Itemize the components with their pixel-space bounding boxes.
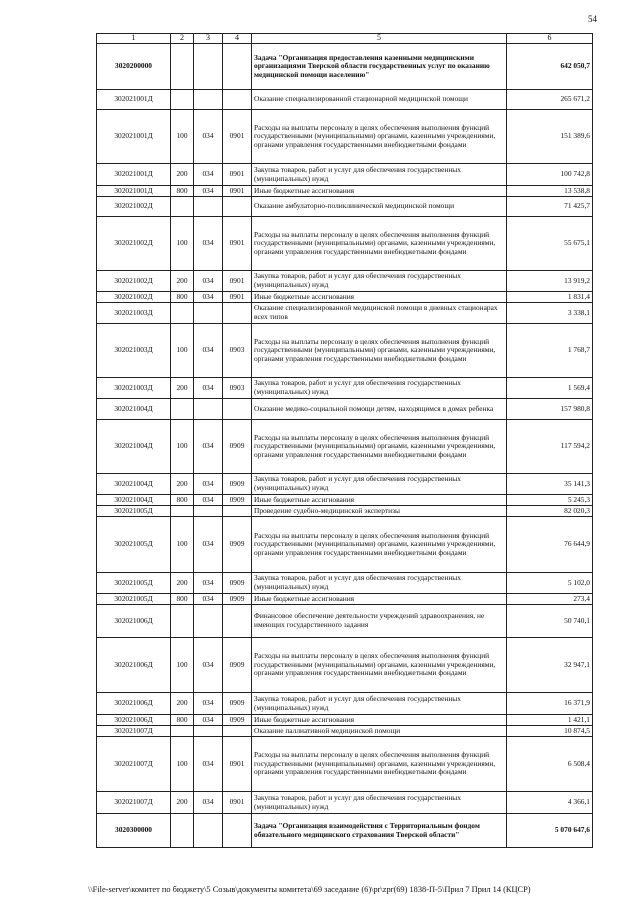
code-cell: 3020200000 (97, 44, 171, 90)
name-cell: Расходы на выплаты персоналу в целях обеспечения выполнения функций государственными (муниципальными) органами, казенными учреждениями, органами управления государственными внебюджетными фондами (252, 517, 507, 573)
department-cell (194, 90, 223, 110)
section-cell: 0909 (223, 495, 252, 506)
amount-cell: 6 508,4 (507, 737, 593, 792)
expense-type-cell: 200 (171, 378, 194, 399)
table-row (97, 110, 593, 164)
amount-cell: 273,4 (507, 594, 593, 605)
amount-cell: 82 020,3 (507, 506, 593, 517)
expense-type-cell: 100 (171, 110, 194, 164)
department-cell (194, 44, 223, 90)
header-col-4: 4 (223, 34, 252, 44)
section-cell: 0909 (223, 474, 252, 495)
expense-type-cell: 200 (171, 474, 194, 495)
code-cell: 302021003Д (97, 378, 171, 399)
amount-cell: 71 425,7 (507, 197, 593, 217)
amount-cell: 32 947,1 (507, 638, 593, 693)
amount-cell: 50 740,1 (507, 605, 593, 638)
section-cell: 0901 (223, 792, 252, 814)
header-col-6: 6 (507, 34, 593, 44)
code-cell: 302021005Д (97, 573, 171, 594)
amount-cell: 265 671,2 (507, 90, 593, 110)
section-cell: 0909 (223, 420, 252, 474)
table-row (97, 495, 593, 506)
table-row (97, 506, 593, 517)
expense-type-cell: 100 (171, 420, 194, 474)
table-header-row (97, 34, 593, 44)
code-cell: 302021002Д (97, 197, 171, 217)
expense-type-cell: 800 (171, 292, 194, 303)
code-cell: 302021005Д (97, 517, 171, 573)
amount-cell: 13 919,2 (507, 271, 593, 292)
department-cell: 034 (194, 164, 223, 186)
amount-cell: 157 980,8 (507, 399, 593, 420)
amount-cell: 642 050,7 (507, 44, 593, 90)
code-cell: 302021006Д (97, 638, 171, 693)
name-cell: Закупка товаров, работ и услуг для обеспечения государственных (муниципальных) нужд (252, 693, 507, 715)
name-cell: Финансовое обеспечение деятельности учреждений здравоохранения, не имеющих государственного задания (252, 605, 507, 638)
table-row (97, 324, 593, 378)
table-row (97, 420, 593, 474)
amount-cell: 1 421,1 (507, 715, 593, 726)
department-cell (194, 303, 223, 324)
amount-cell: 151 389,6 (507, 110, 593, 164)
code-cell: 302021005Д (97, 594, 171, 605)
section-cell: 0901 (223, 217, 252, 271)
amount-cell: 5 245,3 (507, 495, 593, 506)
table-row (97, 90, 593, 110)
amount-cell: 16 371,9 (507, 693, 593, 715)
department-cell (194, 726, 223, 737)
table-row (97, 164, 593, 186)
code-cell: 302021007Д (97, 792, 171, 814)
name-cell: Расходы на выплаты персоналу в целях обеспечения выполнения функций государственными (муниципальными) органами, казенными учреждениями, органами управления государственными внебюджетными фондами (252, 110, 507, 164)
department-cell (194, 814, 223, 848)
code-cell: 3020300000 (97, 814, 171, 848)
section-cell: 0901 (223, 186, 252, 197)
section-cell (223, 726, 252, 737)
table-row (97, 292, 593, 303)
section-cell: 0901 (223, 292, 252, 303)
name-cell: Закупка товаров, работ и услуг для обеспечения государственных (муниципальных) нужд (252, 573, 507, 594)
code-cell: 302021002Д (97, 271, 171, 292)
code-cell: 302021003Д (97, 324, 171, 378)
table-row (97, 399, 593, 420)
name-cell: Закупка товаров, работ и услуг для обеспечения государственных (муниципальных) нужд (252, 792, 507, 814)
table-row (97, 186, 593, 197)
table-row (97, 638, 593, 693)
table-row (97, 197, 593, 217)
name-cell: Оказание специализированной стационарной медицинской помощи (252, 90, 507, 110)
department-cell: 034 (194, 186, 223, 197)
amount-cell: 1 831,4 (507, 292, 593, 303)
page-number: 54 (588, 14, 597, 24)
header-col-1: 1 (97, 34, 171, 44)
section-cell (223, 605, 252, 638)
header-col-3: 3 (194, 34, 223, 44)
section-cell: 0901 (223, 737, 252, 792)
expense-type-cell: 200 (171, 693, 194, 715)
table-row (97, 303, 593, 324)
task-row (97, 814, 593, 848)
code-cell: 302021004Д (97, 495, 171, 506)
department-cell (194, 399, 223, 420)
name-cell: Расходы на выплаты персоналу в целях обеспечения выполнения функций государственными (муниципальными) органами, казенными учреждениями, органами управления государственными внебюджетными фондами (252, 737, 507, 792)
department-cell: 034 (194, 715, 223, 726)
amount-cell: 4 366,1 (507, 792, 593, 814)
table-row (97, 474, 593, 495)
section-cell (223, 90, 252, 110)
department-cell (194, 197, 223, 217)
department-cell: 034 (194, 693, 223, 715)
expense-type-cell: 800 (171, 186, 194, 197)
expense-type-cell (171, 90, 194, 110)
section-cell: 0909 (223, 517, 252, 573)
name-cell: Иные бюджетные ассигнования (252, 292, 507, 303)
table-row (97, 217, 593, 271)
name-cell: Расходы на выплаты персоналу в целях обеспечения выполнения функций государственными (муниципальными) органами, казенными учреждениями, органами управления государственными внебюджетными фондами (252, 420, 507, 474)
expense-type-cell: 800 (171, 715, 194, 726)
name-cell: Иные бюджетные ассигнования (252, 594, 507, 605)
department-cell: 034 (194, 737, 223, 792)
department-cell: 034 (194, 324, 223, 378)
amount-cell: 1 569,4 (507, 378, 593, 399)
department-cell: 034 (194, 110, 223, 164)
name-cell: Оказание специализированной медицинской помощи в дневных стационарах всех типов (252, 303, 507, 324)
code-cell: 302021007Д (97, 737, 171, 792)
table-row (97, 792, 593, 814)
code-cell: 302021001Д (97, 186, 171, 197)
table-row (97, 715, 593, 726)
name-cell: Закупка товаров, работ и услуг для обеспечения государственных (муниципальных) нужд (252, 164, 507, 186)
name-cell: Задача "Организация взаимодействия с Территориальным фондом обязательного медицинского страхования Тверской области" (252, 814, 507, 848)
section-cell: 0901 (223, 164, 252, 186)
name-cell: Расходы на выплаты персоналу в целях обеспечения выполнения функций государственными (муниципальными) органами, казенными учреждениями, органами управления государственными внебюджетными фондами (252, 324, 507, 378)
expense-type-cell: 800 (171, 495, 194, 506)
code-cell: 302021004Д (97, 474, 171, 495)
name-cell: Закупка товаров, работ и услуг для обеспечения государственных (муниципальных) нужд (252, 378, 507, 399)
expense-type-cell (171, 303, 194, 324)
amount-cell: 13 538,8 (507, 186, 593, 197)
expense-type-cell: 200 (171, 792, 194, 814)
table-row (97, 271, 593, 292)
name-cell: Задача "Организация предоставления казенными медицинскими организациями Тверской области государственных услуг по оказанию медицинской помощи населению" (252, 44, 507, 90)
expense-type-cell (171, 399, 194, 420)
name-cell: Иные бюджетные ассигнования (252, 186, 507, 197)
table-row (97, 605, 593, 638)
code-cell: 302021005Д (97, 506, 171, 517)
name-cell: Иные бюджетные ассигнования (252, 495, 507, 506)
amount-cell: 100 742,8 (507, 164, 593, 186)
header-col-2: 2 (171, 34, 194, 44)
amount-cell: 35 141,3 (507, 474, 593, 495)
code-cell: 302021003Д (97, 303, 171, 324)
department-cell: 034 (194, 292, 223, 303)
table-row (97, 378, 593, 399)
department-cell: 034 (194, 638, 223, 693)
amount-cell: 10 874,5 (507, 726, 593, 737)
table-row (97, 573, 593, 594)
code-cell: 302021001Д (97, 164, 171, 186)
expense-type-cell (171, 814, 194, 848)
section-cell (223, 814, 252, 848)
code-cell: 302021002Д (97, 292, 171, 303)
department-cell: 034 (194, 420, 223, 474)
code-cell: 302021002Д (97, 217, 171, 271)
department-cell (194, 506, 223, 517)
amount-cell: 3 338,1 (507, 303, 593, 324)
expense-type-cell: 100 (171, 217, 194, 271)
expense-type-cell: 200 (171, 271, 194, 292)
expense-type-cell (171, 605, 194, 638)
code-cell: 302021007Д (97, 726, 171, 737)
expense-type-cell (171, 506, 194, 517)
section-cell: 0909 (223, 638, 252, 693)
department-cell: 034 (194, 517, 223, 573)
section-cell: 0909 (223, 715, 252, 726)
amount-cell: 76 644,9 (507, 517, 593, 573)
amount-cell: 5 070 647,6 (507, 814, 593, 848)
amount-cell: 117 594,2 (507, 420, 593, 474)
code-cell: 302021004Д (97, 420, 171, 474)
name-cell: Закупка товаров, работ и услуг для обеспечения государственных (муниципальных) нужд (252, 271, 507, 292)
code-cell: 302021001Д (97, 90, 171, 110)
amount-cell: 55 675,1 (507, 217, 593, 271)
expense-type-cell (171, 726, 194, 737)
department-cell: 034 (194, 792, 223, 814)
code-cell: 302021006Д (97, 605, 171, 638)
expense-type-cell: 100 (171, 517, 194, 573)
expense-type-cell: 200 (171, 573, 194, 594)
expense-type-cell (171, 44, 194, 90)
table-row (97, 517, 593, 573)
code-cell: 302021006Д (97, 715, 171, 726)
table-row (97, 594, 593, 605)
expense-type-cell: 100 (171, 638, 194, 693)
section-cell: 0903 (223, 378, 252, 399)
task-row (97, 44, 593, 90)
department-cell: 034 (194, 474, 223, 495)
file-path-footer: \\File-server\комитет по бюджету\5 Созыв\документы комитета\69 заседание (6)\pr\zpr(69) 1838-П-5\Прил 7 Прил 14 (КЦСР) (88, 885, 531, 894)
section-cell: 0909 (223, 693, 252, 715)
department-cell (194, 605, 223, 638)
table-row (97, 726, 593, 737)
amount-cell: 1 768,7 (507, 324, 593, 378)
amount-cell: 5 102,0 (507, 573, 593, 594)
expense-type-cell: 200 (171, 164, 194, 186)
department-cell: 034 (194, 271, 223, 292)
section-cell (223, 44, 252, 90)
expense-type-cell (171, 197, 194, 217)
table-body (97, 44, 593, 848)
section-cell (223, 399, 252, 420)
department-cell: 034 (194, 495, 223, 506)
name-cell: Оказание медико-социальной помощи детям, находящимся в домах ребенка (252, 399, 507, 420)
department-cell: 034 (194, 573, 223, 594)
section-cell: 0909 (223, 594, 252, 605)
name-cell: Проведение судебно-медицинской экспертизы (252, 506, 507, 517)
name-cell: Оказание амбулаторно-поликлинической медицинской помощи (252, 197, 507, 217)
department-cell: 034 (194, 217, 223, 271)
table-row (97, 693, 593, 715)
header-col-5: 5 (252, 34, 507, 44)
section-cell: 0901 (223, 110, 252, 164)
budget-table (96, 33, 593, 848)
code-cell: 302021004Д (97, 399, 171, 420)
expense-type-cell: 800 (171, 594, 194, 605)
table-row (97, 737, 593, 792)
expense-type-cell: 100 (171, 737, 194, 792)
name-cell: Закупка товаров, работ и услуг для обеспечения государственных (муниципальных) нужд (252, 474, 507, 495)
section-cell (223, 197, 252, 217)
name-cell: Расходы на выплаты персоналу в целях обеспечения выполнения функций государственными (муниципальными) органами, казенными учреждениями, органами управления государственными внебюджетными фондами (252, 217, 507, 271)
code-cell: 302021001Д (97, 110, 171, 164)
section-cell: 0901 (223, 271, 252, 292)
name-cell: Оказание паллиативной медицинской помощи (252, 726, 507, 737)
section-cell (223, 303, 252, 324)
section-cell: 0909 (223, 573, 252, 594)
section-cell: 0903 (223, 324, 252, 378)
name-cell: Иные бюджетные ассигнования (252, 715, 507, 726)
name-cell: Расходы на выплаты персоналу в целях обеспечения выполнения функций государственными (муниципальными) органами, казенными учреждениями, органами управления государственными внебюджетными фондами (252, 638, 507, 693)
department-cell: 034 (194, 378, 223, 399)
department-cell: 034 (194, 594, 223, 605)
section-cell (223, 506, 252, 517)
expense-type-cell: 100 (171, 324, 194, 378)
code-cell: 302021006Д (97, 693, 171, 715)
